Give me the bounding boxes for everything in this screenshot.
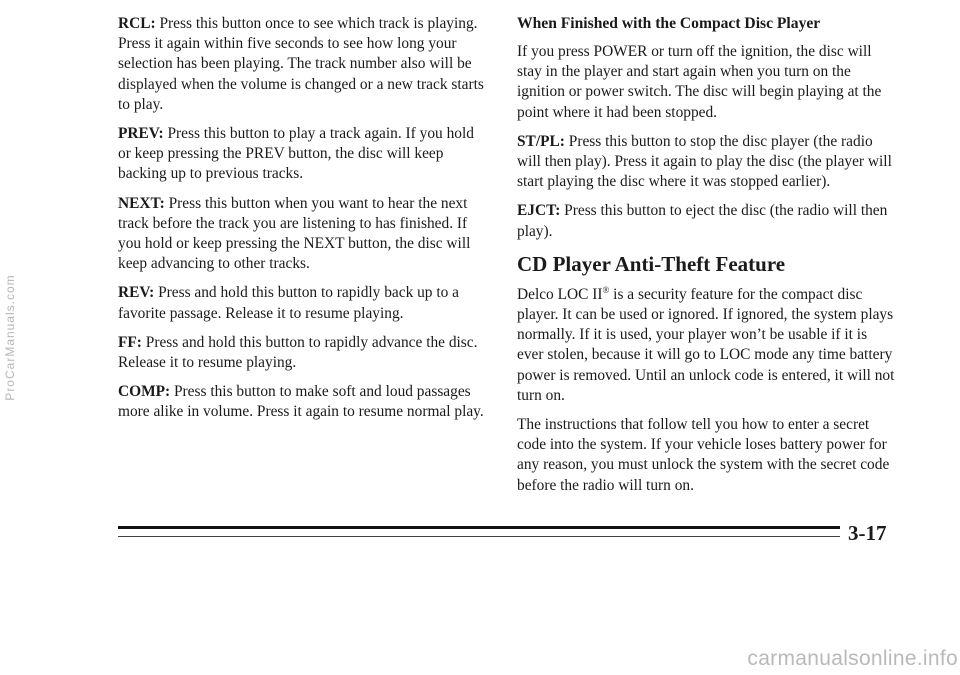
- antitheft-lead: Delco LOC II: [517, 285, 603, 303]
- rev-paragraph: [118, 283, 486, 323]
- vertical-watermark: ProCarManuals.com: [3, 274, 17, 401]
- footer-rule-thick: [118, 526, 840, 529]
- page-number: 3-17: [848, 521, 887, 545]
- rev-text: Press and hold this button to rapidly back up to a favorite passage. Release it to resume playing.: [118, 284, 460, 322]
- next-paragraph: [118, 194, 486, 275]
- prev-paragraph: [118, 124, 486, 185]
- next-term: NEXT:: [118, 194, 165, 212]
- ejct-text: Press this button to eject the disc (the radio will then play).: [517, 202, 888, 240]
- antitheft-section-title: CD Player Anti-Theft Feature: [517, 251, 786, 276]
- instructions-paragraph: The instructions that follow tell you how to enter a secret code into the system. If your vehicle loses battery power for any reason, you must unlock the system with the secret code before the radio will turn on.: [517, 416, 890, 494]
- rcl-text: Press this button once to see which track is playing. Press it again within five seconds to see how long your selection has been playing. The track number also will be displayed when the volume is changed or a new track starts to play.: [118, 15, 484, 113]
- prev-text: Press this button to play a track again. If you hold or keep pressing the PREV button, the disc will keep backing up to previous tracks.: [118, 125, 474, 183]
- footer-rule-thin: [118, 536, 840, 537]
- right-column: [517, 14, 897, 505]
- ff-text: Press and hold this button to rapidly advance the disc. Release it to resume playing.: [118, 333, 478, 372]
- stpl-paragraph: [517, 132, 897, 193]
- left-column: [118, 14, 486, 432]
- site-watermark: carmanualsonline.info: [747, 647, 958, 670]
- rcl-paragraph: [118, 14, 486, 115]
- antitheft-text: is a security feature for the compact disc player. It can be used or ignored. If ignored, the system plays normally. If it is used, your player won’t be usable if it is ever stolen, because it will go to LOC mode any time battery power is removed. Until an unlock code is entered, it will not turn on.: [517, 285, 895, 404]
- stpl-text: Press this button to stop the disc player (the radio will then play). Press it again to play the disc (the player will start playing the disc where it was stopped earlier).: [517, 132, 892, 191]
- comp-paragraph: [118, 382, 486, 422]
- ff-term: FF:: [118, 333, 142, 351]
- comp-term: COMP:: [118, 383, 171, 401]
- finished-paragraph: If you press POWER or turn off the ignition, the disc will stay in the player and start again when you turn on the ignition or power switch. The disc will begin playing at the point where it had been stopped.: [517, 43, 882, 121]
- rcl-term: RCL:: [118, 15, 156, 32]
- ejct-term: EJCT:: [517, 202, 561, 220]
- prev-term: PREV:: [118, 125, 164, 143]
- registered-mark: ®: [602, 284, 610, 295]
- stpl-term: ST/PL:: [517, 132, 565, 150]
- ejct-paragraph: [517, 201, 897, 241]
- antitheft-paragraph: [517, 285, 897, 406]
- next-text: Press this button when you want to hear the next track before the track you are listening to has finished. If you hold or keep pressing the NEXT button, the disc will keep advancing to other tracks.: [118, 194, 471, 273]
- rev-term: REV:: [118, 284, 155, 302]
- comp-text: Press this button to make soft and loud passages more alike in volume. Press it again to resume normal play.: [118, 383, 484, 421]
- ff-paragraph: [118, 333, 486, 373]
- finished-heading: When Finished with the Compact Disc Player: [517, 15, 821, 32]
